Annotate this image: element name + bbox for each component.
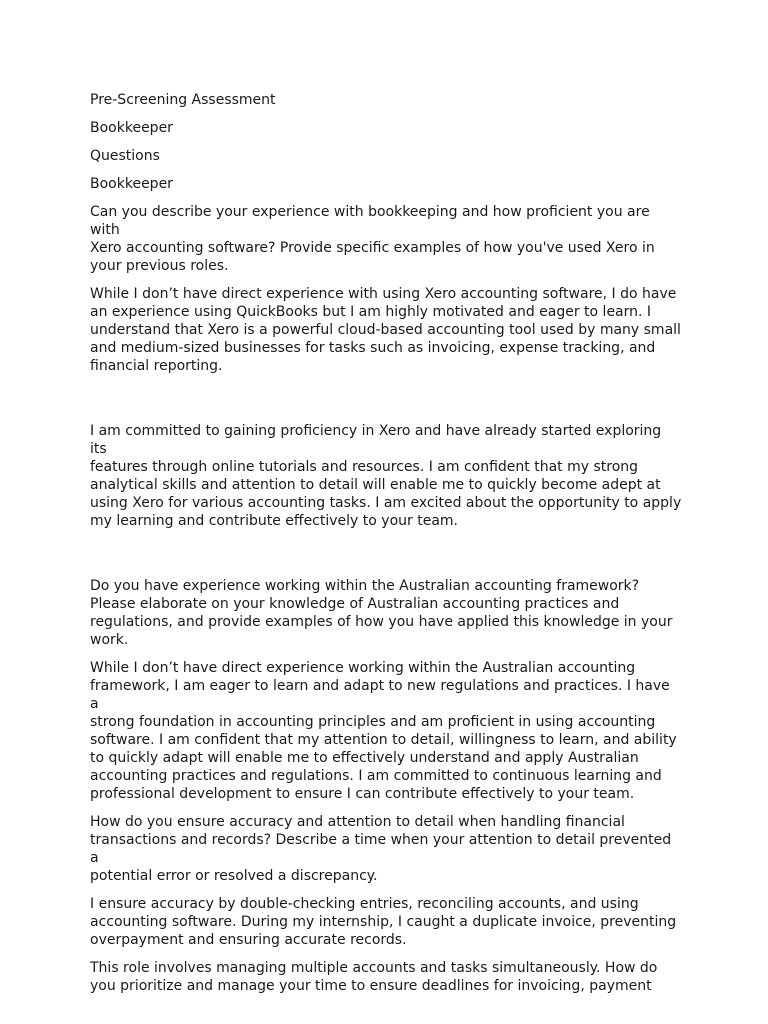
answer-3: I ensure accuracy by double-checking entries, reconciling accounts, and using accounting software. During my internship, I caught a duplicate invoice, preventing overpayment and ensuring accurate records. <box>90 896 677 948</box>
question-3: How do you ensure accuracy and attention to detail when handling financial transactions and records? Describe a time when your attention to detail prevented a potential error or resolved a discrepancy. <box>90 814 672 884</box>
section-heading: Questions <box>90 148 160 164</box>
paragraph-spacer <box>90 385 682 422</box>
document-title: Pre-Screening Assessment <box>90 92 276 108</box>
answer-1-paragraph-2: I am committed to gaining proficiency in Xero and have already started exploring its features through online tutorials and resources. I am confident that my strong analytical skills and attention to detail will enable me to quickly become adept at using Xero for various accounting tasks. I am excited about the opportunity to apply my learning and contribute effectively to your team. <box>90 423 682 529</box>
section-role: Bookkeeper <box>90 176 173 192</box>
role-heading: Bookkeeper <box>90 120 173 136</box>
answer-1-paragraph-1: While I don’t have direct experience with using Xero accounting software, I do have an experience using QuickBooks but I am highly motivated and eager to learn. I understand that Xero is a powerful cloud-based accounting tool used by many small and medium-sized businesses for tasks such as invoicing, expense tracking, and financial reporting. <box>90 286 681 374</box>
document-body <box>90 91 682 1005</box>
question-2: Do you have experience working within the Australian accounting framework? Please elaborate on your knowledge of Australian accounting practices and regulations, and provide examples of how you have applied this knowledge in your work. <box>90 578 673 648</box>
paragraph-spacer <box>90 540 682 577</box>
question-4: This role involves managing multiple accounts and tasks simultaneously. How do you prioritize and manage your time to ensure deadlines for invoicing, payment <box>90 960 658 994</box>
answer-2: While I don’t have direct experience working within the Australian accounting framework, I am eager to learn and adapt to new regulations and practices. I have a strong foundation in accounting principles and am proficient in using accounting software. I am confident that my attention to detail, willingness to learn, and ability to quickly adapt will enable me to effectively understand and apply Australian accounting practices and regulations. I am committed to continuous learning and professional development to ensure I can contribute effectively to your team. <box>90 660 677 802</box>
question-1: Can you describe your experience with bookkeeping and how proficient you are with Xero accounting software? Provide specific examples of how you've used Xero in your previous roles. <box>90 204 655 274</box>
